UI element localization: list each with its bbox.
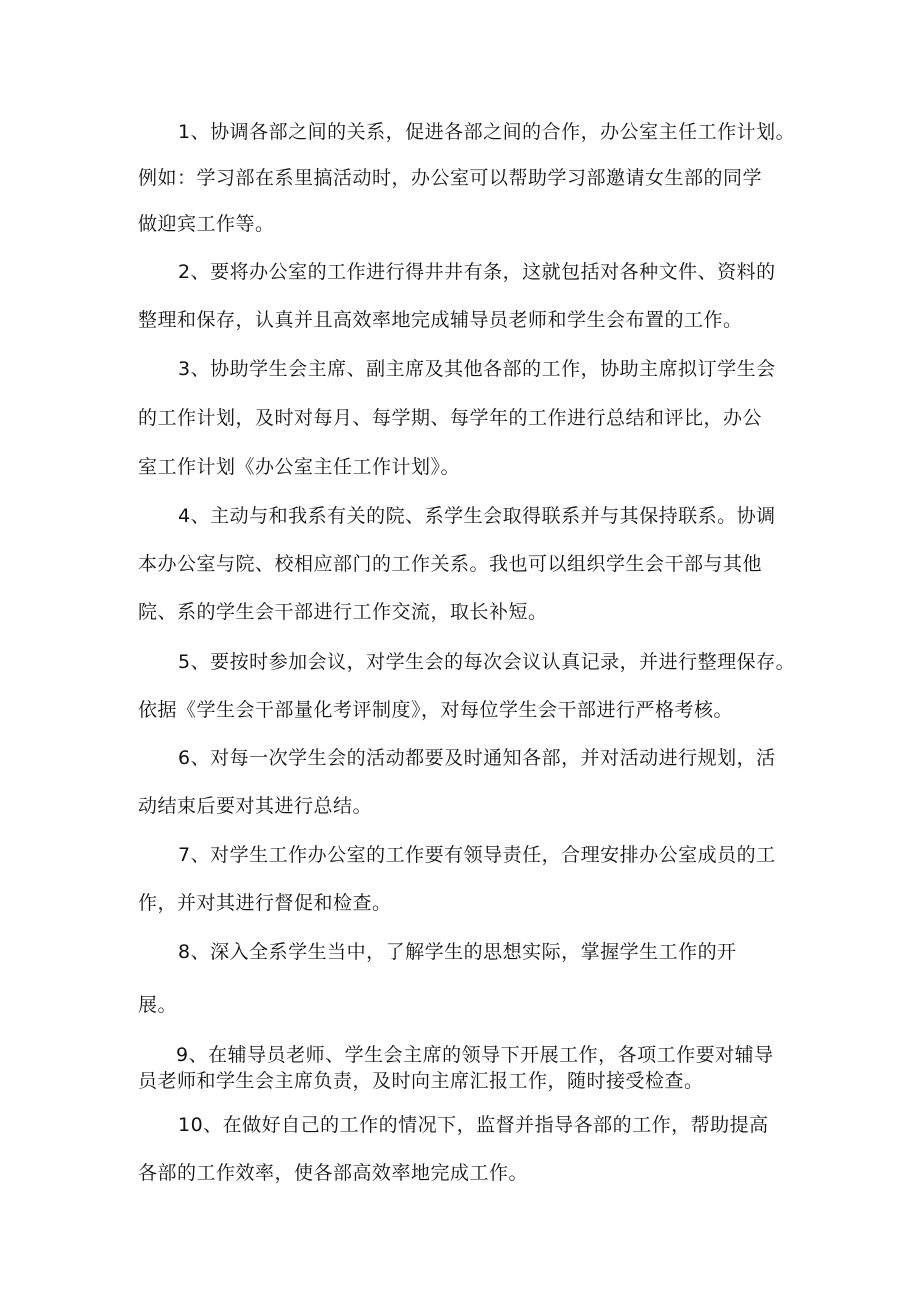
- paragraph-8-line-1: 8、深入全系学生当中，了解学生的思想实际，掌握学生工作的开: [178, 941, 737, 963]
- paragraph-3-line-3: 室工作计划《办公室主任工作计划》。: [138, 456, 461, 478]
- paragraph-3-line-2: 的工作计划，及时对每月、每学期、每学年的工作进行总结和评比，办公: [138, 407, 763, 429]
- paragraph-1-line-2: 例如：学习部在系里搞活动时，办公室可以帮助学习部邀请女生部的同学: [138, 167, 763, 189]
- paragraph-2-line-2: 整理和保存，认真并且高效率地完成辅导员老师和学生会布置的工作。: [138, 309, 743, 331]
- paragraph-3-line-1: 3、协助学生会主席、副主席及其他各部的工作，协助主席拟订学生会: [178, 358, 776, 380]
- paragraph-9-line-2: 员老师和学生会主席负责，及时向主席汇报工作，随时接受检查。: [138, 1070, 704, 1092]
- paragraph-4-line-2: 本办公室与院、校相应部门的工作关系。我也可以组织学生会干部与其他: [138, 553, 763, 575]
- paragraph-6-line-2: 动结束后要对其进行总结。: [138, 795, 373, 817]
- paragraph-8-line-2: 展。: [138, 994, 178, 1016]
- paragraph-1-line-1: 1、协调各部之间的关系，促进各部之间的合作，办公室主任工作计划。: [178, 121, 796, 143]
- paragraph-9-line-1: 9、在辅导员老师、学生会主席的领导下开展工作，各项工作要对辅导: [176, 1044, 774, 1066]
- paragraph-7-line-1: 7、对学生工作办公室的工作要有领导责任，合理安排办公室成员的工: [178, 844, 776, 866]
- paragraph-5-line-1: 5、要按时参加会议，对学生会的每次会议认真记录，并进行整理保存。: [178, 651, 796, 673]
- paragraph-10-line-1: 10、在做好自己的工作的情况下，监督并指导各部的工作，帮助提高: [178, 1114, 769, 1136]
- paragraph-5-line-2: 依据《学生会干部量化考评制度》，对每位学生会干部进行严格考核。: [138, 699, 734, 721]
- paragraph-4-line-3: 院、系的学生会干部进行工作交流，取长补短。: [138, 601, 548, 623]
- paragraph-7-line-2: 作，并对其进行督促和检查。: [138, 892, 392, 914]
- paragraph-6-line-1: 6、对每一次学生会的活动都要及时通知各部，并对活动进行规划，活: [178, 747, 776, 769]
- paragraph-2-line-1: 2、要将办公室的工作进行得井井有条，这就包括对各种文件、资料的: [178, 261, 776, 283]
- paragraph-4-line-1: 4、主动与和我系有关的院、系学生会取得联系并与其保持联系。协调: [178, 505, 776, 527]
- paragraph-1-line-3: 做迎宾工作等。: [138, 213, 275, 235]
- paragraph-10-line-2: 各部的工作效率，使各部高效率地完成工作。: [138, 1162, 529, 1184]
